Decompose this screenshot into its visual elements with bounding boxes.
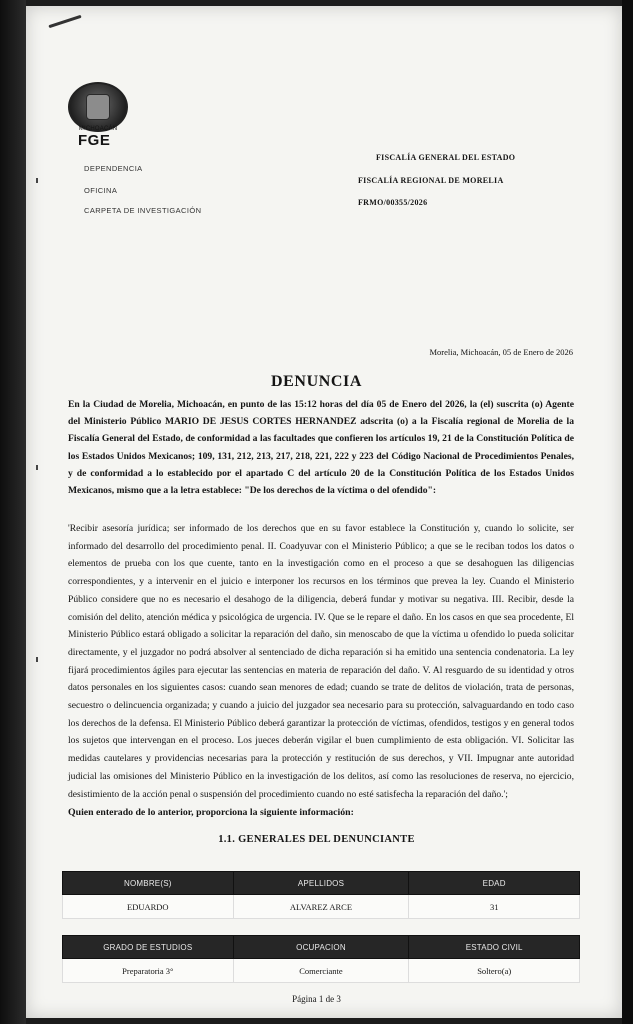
label-dependencia: DEPENDENCIA — [84, 164, 143, 173]
intro-paragraph: En la Ciudad de Morelia, Michoacán, en punto de las 15:12 horas del día 05 de Enero del 2026, la (el) suscrita (o) Agente del Ministerio Público MARIO DE JESUS CORTES HERNANDEZ adscrita (o) a la Fiscalía regional de Morelia de la Fiscalía General del Estado, de conformidad a las facultades que confieren los artículos 19, 21 de la Constitución Política de los Estados Unidos Mexicanos; 109, 131, 212, 213, 217, 218, 221, 222 y 223 del Código Nacional de Procedimientos Penales, y de conformidad a lo establecido por el apartado C del artículo 20 de la Constitución Política de los Estados Unidos Mexicanos, mismo que a la letra establece: "De los derechos de la víctima o del ofendido": — [68, 399, 574, 497]
page-number: Página 1 de 3 — [292, 994, 341, 1004]
logo-fge: FGE — [78, 132, 111, 149]
margin-mark — [36, 178, 38, 183]
scan-edge-right — [622, 0, 633, 1024]
complainant-table — [62, 871, 580, 919]
section-heading: 1.1. GENERALES DEL DENUNCIANTE — [218, 834, 415, 845]
margin-mark — [36, 465, 38, 470]
header-edad: EDAD — [409, 872, 580, 895]
scan-edge-left — [0, 0, 26, 1024]
header-ocupacion: OCUPACION — [233, 936, 409, 959]
label-carpeta: CARPETA DE INVESTIGACIÓN — [84, 206, 202, 215]
header-estado-civil: ESTADO CIVIL — [409, 936, 580, 959]
header-grado: GRADO DE ESTUDIOS — [63, 936, 234, 959]
value-carpeta: FRMO/00355/2026 — [358, 198, 428, 207]
cell-grado: Preparatoria 3° — [63, 959, 234, 983]
seal-icon — [68, 82, 128, 132]
cell-edad: 31 — [409, 895, 580, 919]
cell-ocupacion: Comerciante — [233, 959, 409, 983]
lead-text: Quien enterado de lo anterior, proporciona la siguiente información: — [68, 807, 354, 818]
rights-quote: 'Recibir asesoría jurídica; ser informado de los derechos que en su favor establece la Constitución y, cuando lo solicite, ser informado del desarrollo del procedimiento penal. II. Coadyuvar con el Ministerio Público; a que se le reciban todos los datos o elementos de prueba con los que cuente, tanto en la investigación como en el proceso a que se desahoguen las diligencias correspondientes, y a intervenir en el juicio e interponer los recursos en los términos que prevea la ley. Cuando el Ministerio Público considere que no es necesario el desahogo de la diligencia, deberá fundar y motivar su negativa. III. Recibir, desde la comisión del delito, atención médica y psicológica de urgencia. IV. Que se le repare el daño. En los casos en que sea procedente, El Ministerio Público estará obligado a solicitar la reparación del daño, sin menoscabo de que la víctima u ofendido lo pueda solicitar directamente, y el juzgador no podrá absolver al sentenciado de dicha reparación si ha emitido una sentencia condenatoria. La ley fijará procedimientos ágiles para ejecutar las sentencias en materia de reparación del daño. V. Al resguardo de su identidad y otros datos personales en los siguientes casos: cuando sean menores de edad; cuando se trate de delitos de violación, trata de personas, secuestro o delincuencia organizada; y cuando a juicio del juzgador sea necesario para su protección, salvaguardando en todo caso los derechos de la defensa. El Ministerio Público deberá garantizar la protección de víctimas, ofendidos, testigos y en general todos los sujetos que intervengan en el proceso. Los jueces deberán vigilar el buen cumplimiento de esta obligación. VI. Solicitar las medidas cautelares y providencias necesarias para la protección y restitución de sus derechos, y VII. Impugnar ante autoridad judicial las omisiones del Ministerio Público en la investigación de los delitos, así como las resoluciones de reserva, no ejercicio, desistimiento de la acción penal o suspensión del procedimiento cuando no esté satisfecha la reparación del daño.'; — [68, 523, 574, 800]
document-date: Morelia, Michoacán, 05 de Enero de 2026 — [429, 347, 573, 357]
header-nombre: NOMBRE(S) — [63, 872, 234, 895]
table-row — [63, 959, 580, 983]
cell-apellidos: ALVAREZ ARCE — [233, 895, 409, 919]
value-dependencia: FISCALÍA GENERAL DEL ESTADO — [376, 153, 516, 162]
value-oficina: FISCALÍA REGIONAL DE MORELIA — [358, 176, 504, 185]
complainant-details-table — [62, 935, 580, 983]
label-oficina: OFICINA — [84, 186, 118, 195]
table-row — [63, 895, 580, 919]
margin-mark — [36, 657, 38, 662]
fge-logo — [68, 82, 126, 149]
header-apellidos: APELLIDOS — [233, 872, 409, 895]
logo-state: MICHOACÁN — [78, 126, 118, 132]
cell-nombre: EDUARDO — [63, 895, 234, 919]
cell-estado-civil: Soltero(a) — [409, 959, 580, 983]
document-title: DENUNCIA — [270, 373, 363, 390]
paper-page — [26, 6, 622, 1018]
